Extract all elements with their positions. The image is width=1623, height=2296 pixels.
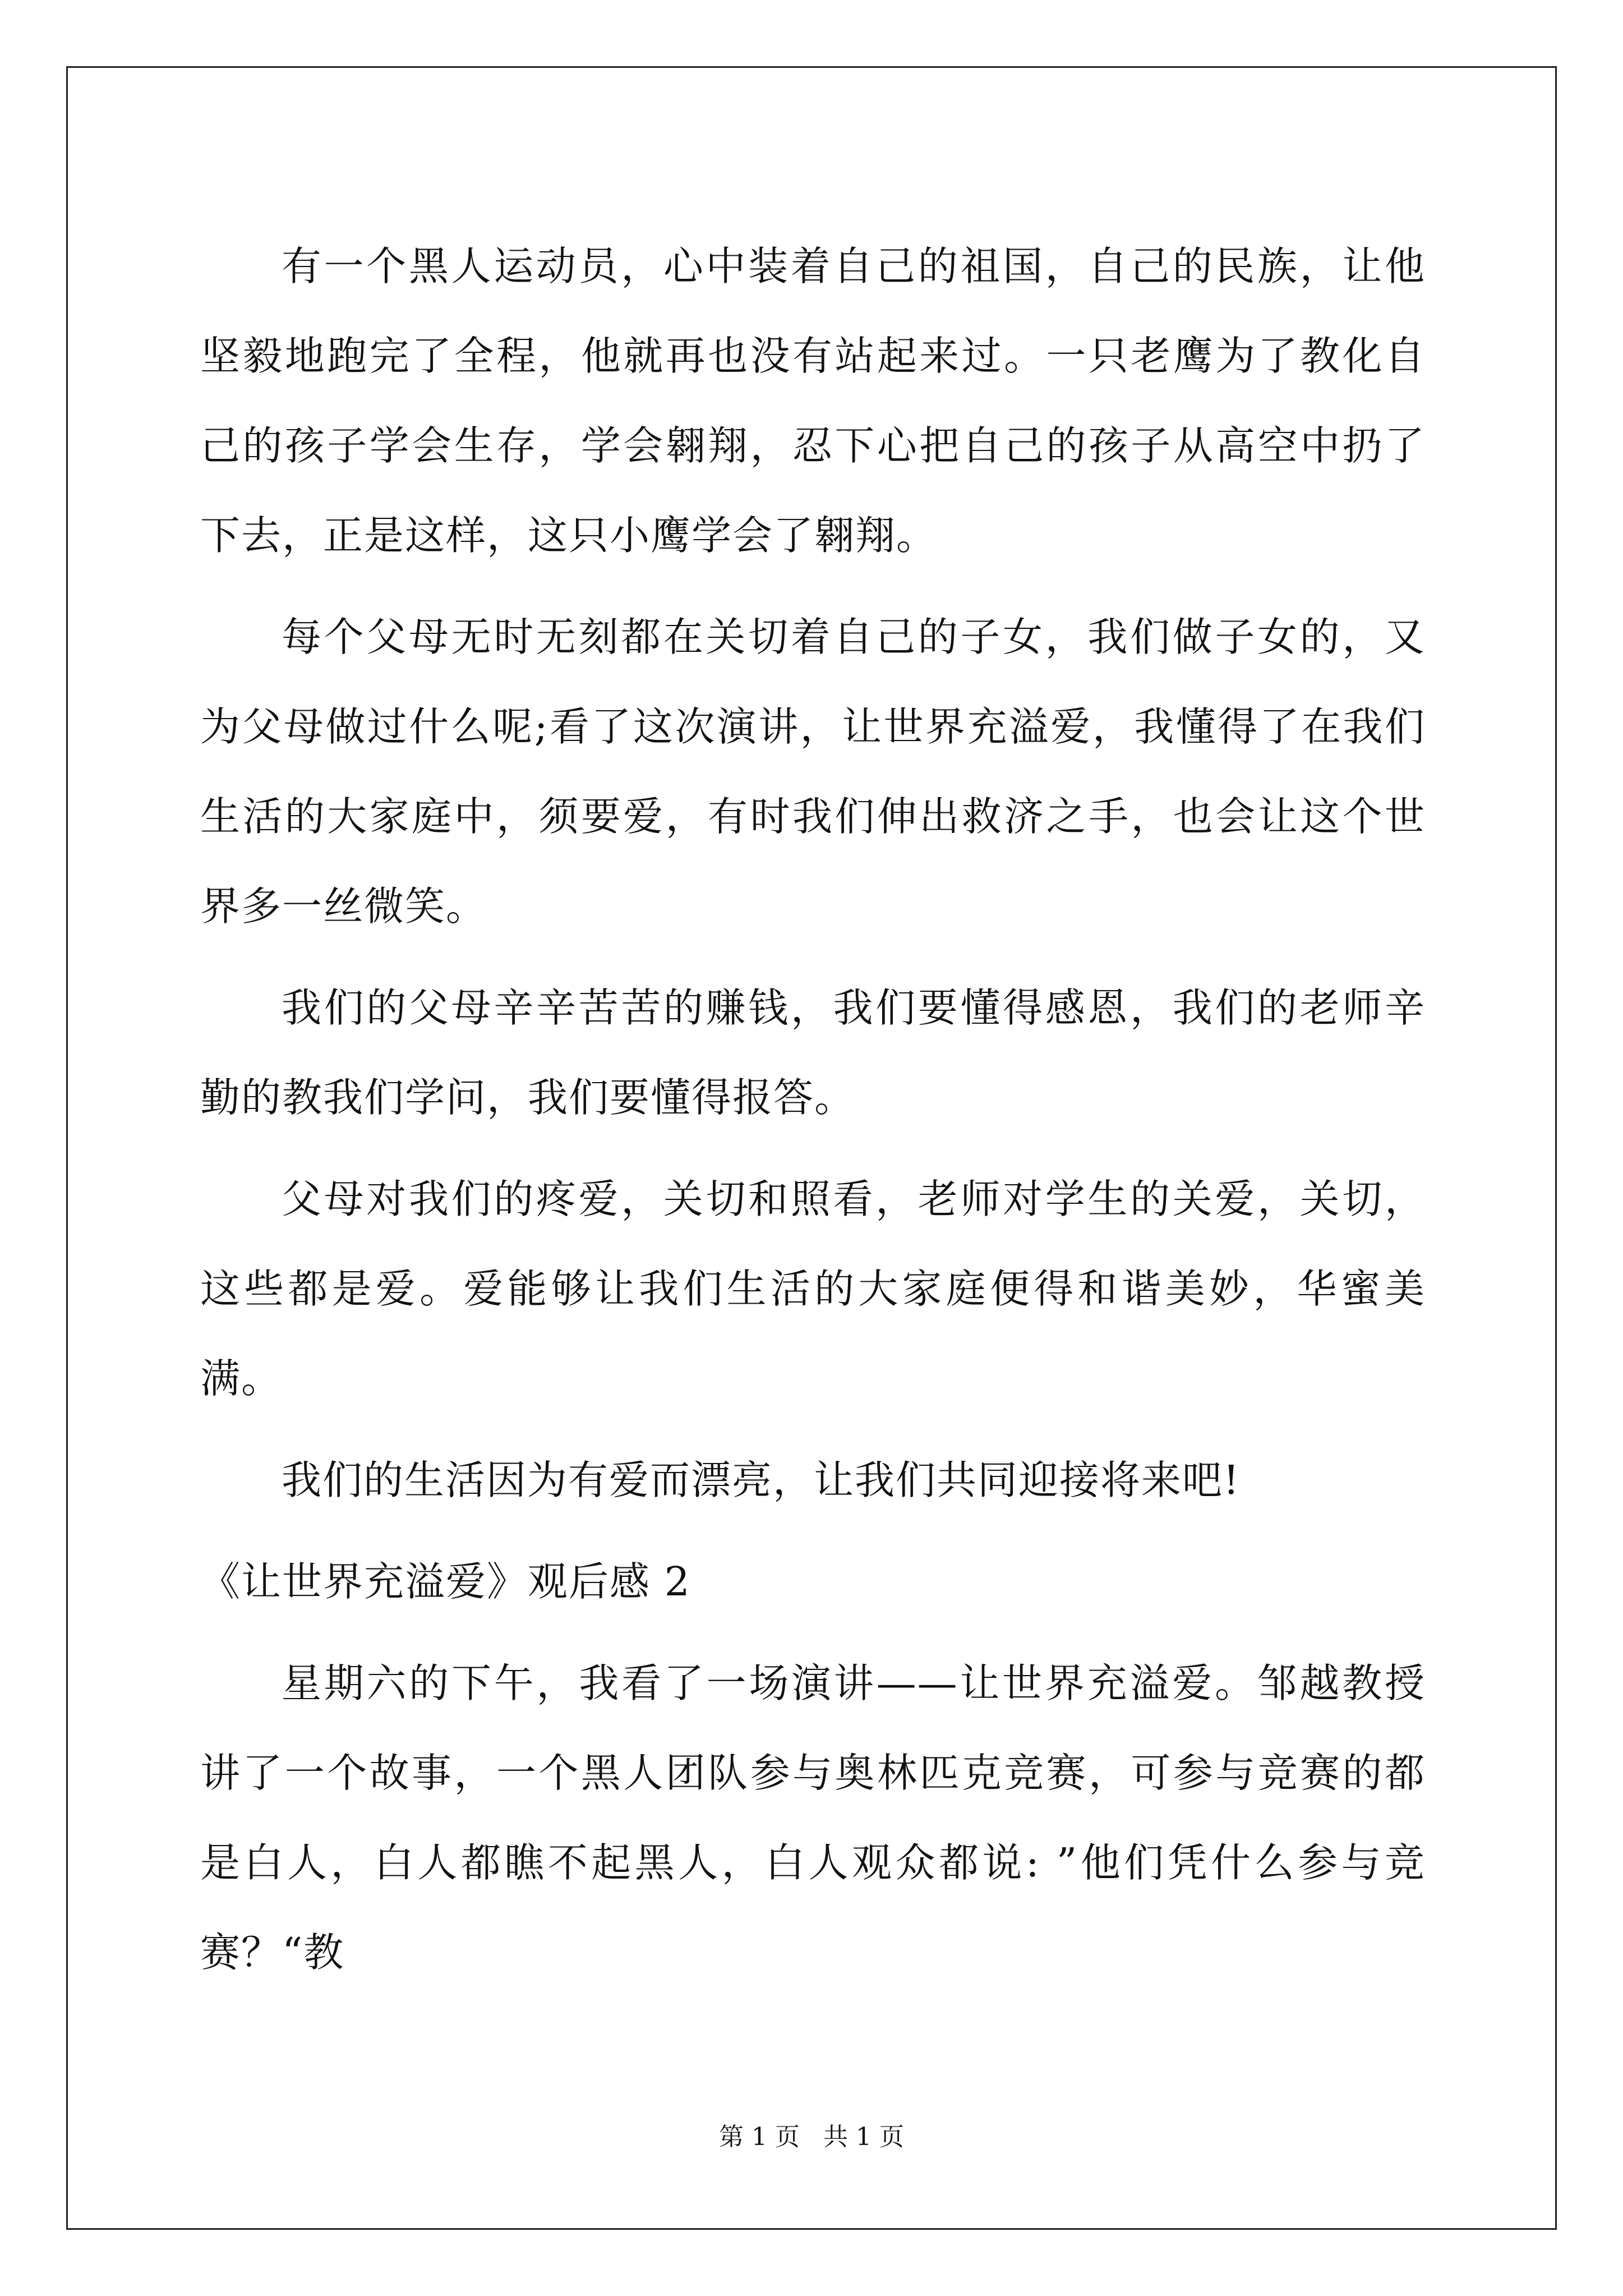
paragraph-2: 每个父母无时无刻都在关切着自己的子女，我们做子女的，又为父母做过什么呢;看了这次演讲，让世界充溢爱，我懂得了在我们生活的大家庭中，须要爱，有时我们伸出救济之手，也会让这个世界多一丝微笑。 bbox=[200, 614, 1426, 930]
page-footer bbox=[0, 2120, 1623, 2154]
paragraph-5: 我们的生活因为有爱而漂亮，让我们共同迎接将来吧! bbox=[282, 1457, 1241, 1503]
paragraph-3: 我们的父母辛辛苦苦的赚钱，我们要懂得感恩，我们的老师辛勤的教我们学问，我们要懂得报答。 bbox=[200, 984, 1426, 1121]
paragraph-1: 有一个黑人运动员，心中装着自己的祖国，自己的民族，让他坚毅地跑完了全程，他就再也没有站起来过。一只老鹰为了教化自己的孩子学会生存，学会翱翔，忍下心把自己的孩子从高空中扔了下去，正是这样，这只小鹰学会了翱翔。 bbox=[200, 243, 1426, 559]
page-total: 共 1 页 bbox=[823, 2123, 904, 2151]
page-number: 第 1 页 bbox=[719, 2123, 800, 2151]
document-body bbox=[200, 222, 1426, 1998]
section-heading: 《让世界充溢爱》观后感 2 bbox=[200, 1558, 691, 1605]
paragraph-4: 父母对我们的疼爱，关切和照看，老师对学生的关爱，关切，这些都是爱。爱能够让我们生活的大家庭便得和谐美妙，华蜜美满。 bbox=[200, 1176, 1426, 1402]
paragraph-6: 星期六的下午，我看了一场演讲——让世界充溢爱。邹越教授讲了一个故事，一个黑人团队参与奥林匹克竞赛，可参与竞赛的都是白人，白人都瞧不起黑人，白人观众都说: ”他们凭什么参与竞赛？“教 bbox=[200, 1660, 1426, 1976]
